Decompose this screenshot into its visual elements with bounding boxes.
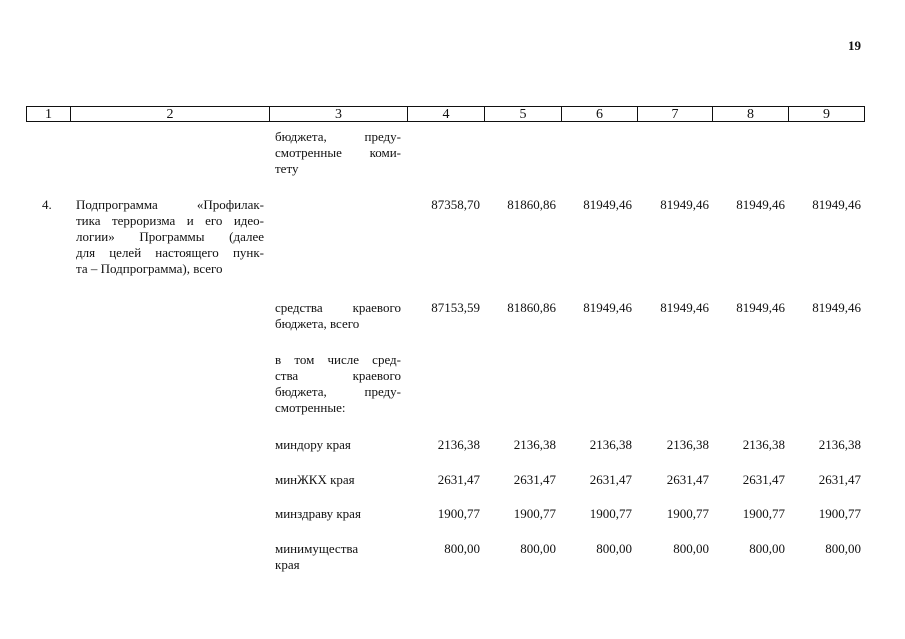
value-cell-col-8: 2136,38 <box>742 437 785 452</box>
value-cell-col-7: 81949,46 <box>660 300 709 315</box>
value-cell-col-7: 2631,47 <box>666 472 709 487</box>
value-cell-col-9: 800,00 <box>825 541 861 556</box>
value-cell-col-9: 81949,46 <box>812 300 861 315</box>
page-number: 19 <box>848 38 861 53</box>
funding-source-line: ства краевого <box>275 368 401 383</box>
value-cell-col-6: 800,00 <box>596 541 632 556</box>
funding-source-line: средства краевого <box>275 300 401 315</box>
value-cell-col-5: 800,00 <box>520 541 556 556</box>
value-cell-col-5: 2631,47 <box>513 472 556 487</box>
value-cell-col-9: 1900,77 <box>818 506 861 521</box>
funding-source-line: в том числе сред- <box>275 352 401 367</box>
row-number: 4. <box>42 197 52 212</box>
value-cell-col-9: 2136,38 <box>818 437 861 452</box>
header-cell-3: 3 <box>269 106 407 122</box>
value-cell-col-7: 2136,38 <box>666 437 709 452</box>
header-cell-5: 5 <box>484 106 561 122</box>
program-name-line: Подпрограмма «Профилак- <box>76 197 264 212</box>
header-cell-1: 1 <box>26 106 70 122</box>
funding-source-line: бюджета, преду- <box>275 384 401 399</box>
value-cell-col-7: 1900,77 <box>666 506 709 521</box>
value-cell-col-8: 2631,47 <box>742 472 785 487</box>
value-cell-col-7: 81949,46 <box>660 197 709 212</box>
value-cell-col-9: 2631,47 <box>818 472 861 487</box>
header-cell-7: 7 <box>637 106 712 122</box>
funding-source-line: смотренные коми- <box>275 145 401 160</box>
funding-source-line: края <box>275 557 300 572</box>
value-cell-col-8: 800,00 <box>749 541 785 556</box>
value-cell-col-4: 1900,77 <box>437 506 480 521</box>
header-cell-4: 4 <box>407 106 484 122</box>
value-cell-col-6: 81949,46 <box>583 197 632 212</box>
value-cell-col-4: 87153,59 <box>431 300 480 315</box>
value-cell-col-5: 2136,38 <box>513 437 556 452</box>
program-name-line: та – Подпрограмма), всего <box>76 261 223 276</box>
funding-source-line: минЖКХ края <box>275 472 355 487</box>
value-cell-col-5: 81860,86 <box>507 300 556 315</box>
program-name-line: логии» Программы (далее <box>76 229 264 244</box>
value-cell-col-4: 800,00 <box>444 541 480 556</box>
value-cell-col-6: 81949,46 <box>583 300 632 315</box>
value-cell-col-8: 81949,46 <box>736 300 785 315</box>
value-cell-col-6: 1900,77 <box>589 506 632 521</box>
program-name-line: для целей настоящего пунк- <box>76 245 264 260</box>
value-cell-col-8: 1900,77 <box>742 506 785 521</box>
value-cell-col-7: 800,00 <box>673 541 709 556</box>
value-cell-col-9: 81949,46 <box>812 197 861 212</box>
funding-source-line: миндору края <box>275 437 351 452</box>
header-cell-8: 8 <box>712 106 788 122</box>
value-cell-col-6: 2631,47 <box>589 472 632 487</box>
funding-source-line: минимущества <box>275 541 359 556</box>
value-cell-col-4: 87358,70 <box>431 197 480 212</box>
funding-source-line: бюджета, всего <box>275 316 360 331</box>
value-cell-col-5: 1900,77 <box>513 506 556 521</box>
value-cell-col-4: 2136,38 <box>437 437 480 452</box>
value-cell-col-6: 2136,38 <box>589 437 632 452</box>
header-cell-6: 6 <box>561 106 637 122</box>
funding-source-line: тету <box>275 161 299 176</box>
funding-source-line: смотренные: <box>275 400 346 415</box>
header-cell-9: 9 <box>788 106 865 122</box>
funding-source-line: минздраву края <box>275 506 361 521</box>
value-cell-col-4: 2631,47 <box>437 472 480 487</box>
value-cell-col-5: 81860,86 <box>507 197 556 212</box>
header-cell-2: 2 <box>70 106 269 122</box>
program-name-line: тика терроризма и его идео- <box>76 213 264 228</box>
funding-source-line: бюджета, преду- <box>275 129 401 144</box>
value-cell-col-8: 81949,46 <box>736 197 785 212</box>
